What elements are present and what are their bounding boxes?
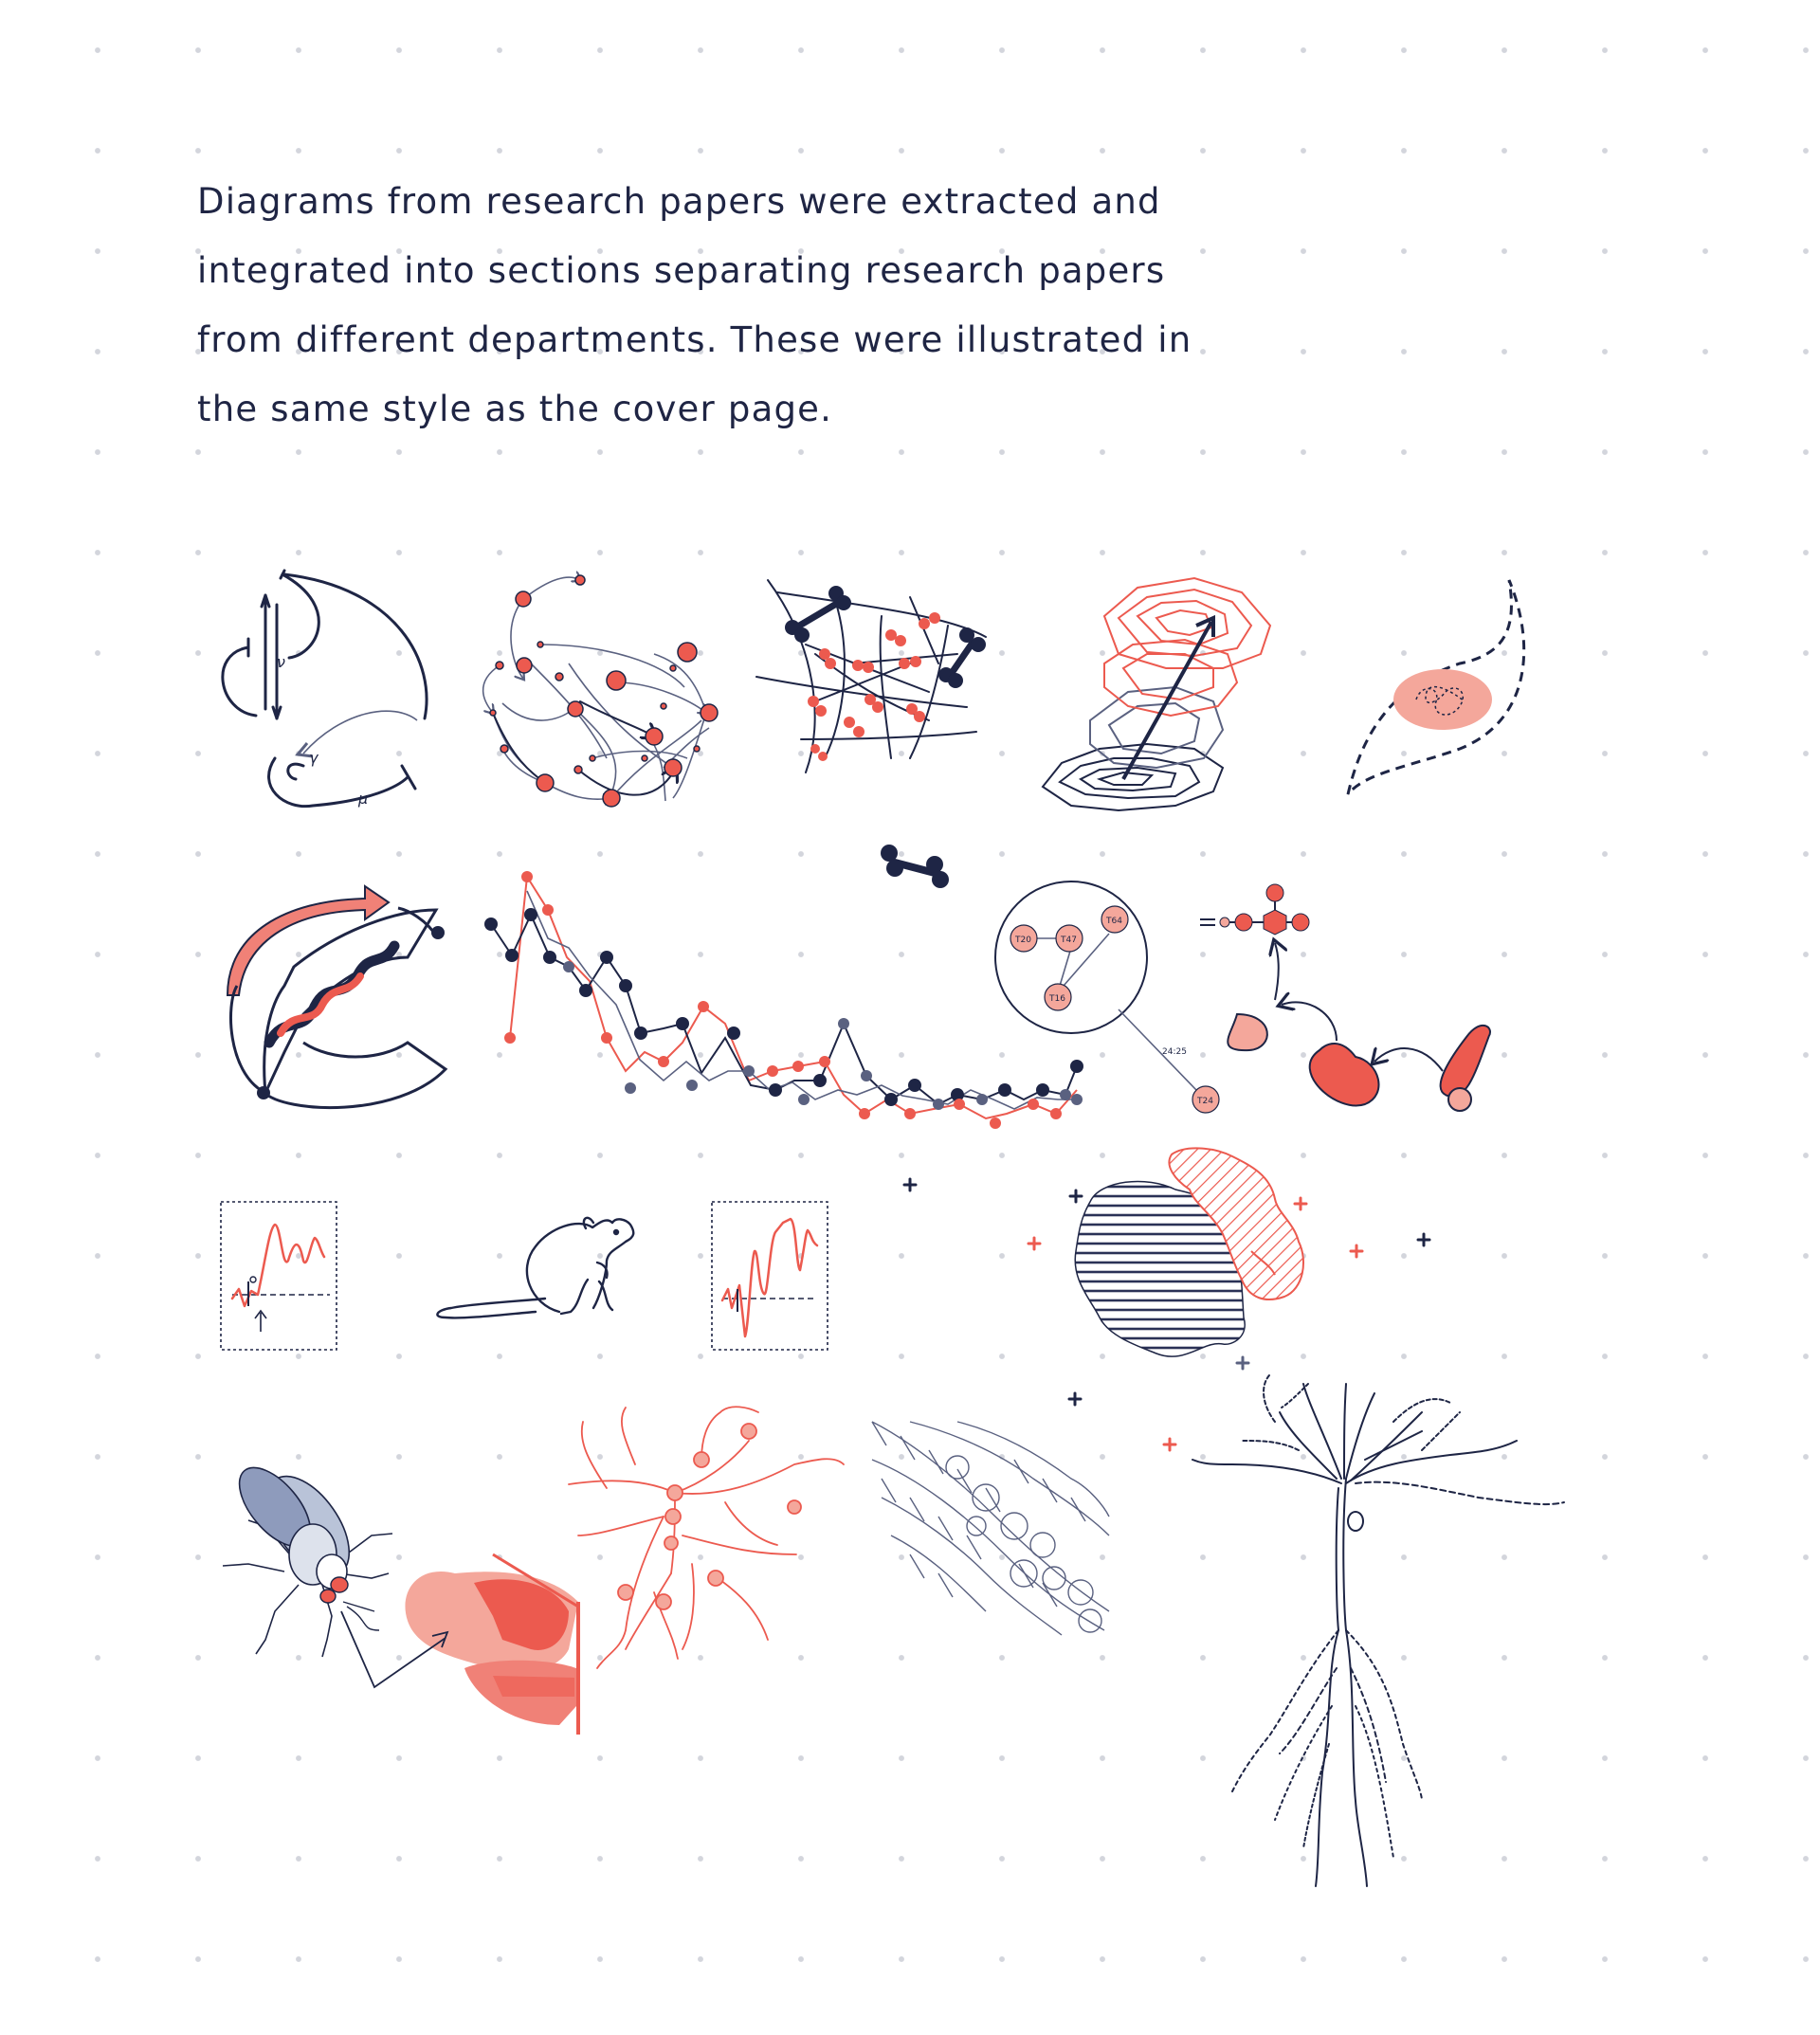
waveform-box-icon [221,1202,337,1350]
node-t16: T16 [1049,994,1065,1004]
node-circle-diagram-icon [995,881,1219,1113]
waveform-box-icon-2 [712,1202,828,1350]
protein-pathway-icon [1200,884,1492,1111]
fly-icon [223,1456,392,1657]
fiber-mesh-icon [756,580,986,772]
line-chart-icon [484,871,1083,1129]
dna-helix-arrow-icon [228,886,446,1108]
neuron-branch-icon [569,1407,844,1668]
intro-paragraph: Diagrams from research papers were extracted and integrated into sections separating research papers from different departments. These were illustrated in the same style as the cover page. [197,181,1192,429]
cell-tissue-icon [872,1422,1109,1635]
label-nu: ν [277,653,285,671]
node-t64: T64 [1106,917,1122,926]
label-gamma: γ [309,749,318,767]
feedback-loop-diagram-icon [223,571,427,808]
node-ratio: 24:25 [1162,1047,1187,1057]
node-t47: T47 [1061,936,1077,945]
molecule-bone-icon [881,845,949,888]
node-t20: T20 [1015,936,1031,945]
network-graph-icon [483,575,718,807]
pyramidal-neuron-icon [1192,1374,1564,1886]
rat-icon [437,1218,633,1318]
contour-plot-icon [1043,578,1270,810]
leaf-cell-icon [1348,580,1524,794]
label-mu: μ [358,790,369,808]
wing-icon [341,1554,578,1735]
brain-region-hatched-icon [1075,1148,1303,1356]
node-t24: T24 [1197,1097,1213,1106]
